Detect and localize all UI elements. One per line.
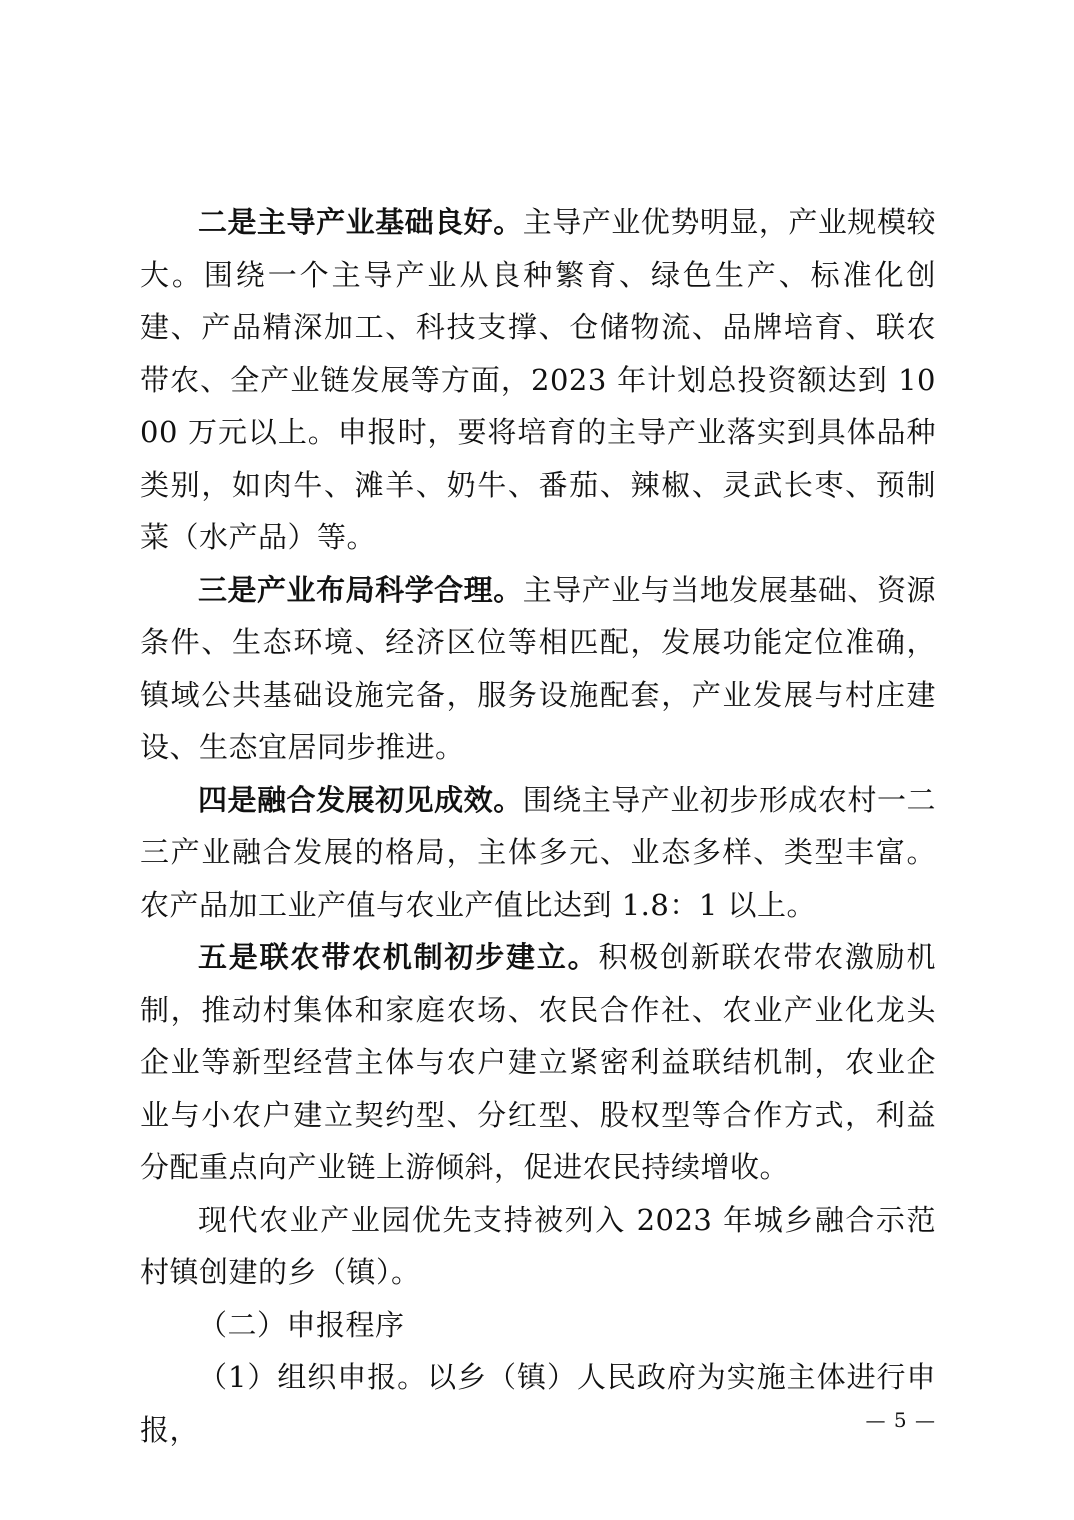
paragraph-lead: 二是主导产业基础良好。 bbox=[198, 205, 523, 239]
paragraph-text: 现代农业产业园优先支持被列入 2023 年城乡融合示范村镇创建的乡（镇）。 bbox=[140, 1202, 936, 1289]
document-body bbox=[140, 196, 936, 1456]
section-heading-application-procedure bbox=[140, 1299, 936, 1352]
paragraph-lead: 五是联农带农机制初步建立。 bbox=[198, 940, 599, 974]
paragraph-text: 积极创新联农带农激励机制，推动村集体和家庭农场、农民合作社、农业产业化龙头企业等新型经营主体与农户建立紧密利益联结机制，农业企业与小农户建立契约型、分红型、股权型等合作方式，利益分配重点向产业链上游倾斜，促进农民持续增收。 bbox=[140, 940, 936, 1184]
paragraph-text: 围绕主导产业初步形成农村一二三产业融合发展的格局，主体多元、业态多样、类型丰富。农产品加工业产值与农业产值比达到 1.8：1 以上。 bbox=[140, 782, 936, 922]
paragraph-lead: 四是融合发展初见成效。 bbox=[198, 782, 523, 817]
paragraph-integrated-development bbox=[140, 774, 936, 932]
paragraph-text: （1）组织申报。以乡（镇）人民政府为实施主体进行申报， bbox=[140, 1360, 936, 1447]
paragraph-main-industry bbox=[140, 196, 936, 564]
page-number: — 5 — bbox=[865, 1408, 936, 1432]
paragraph-priority-support bbox=[140, 1194, 936, 1299]
paragraph-lead: 三是产业布局科学合理。 bbox=[198, 572, 523, 607]
paragraph-text: 主导产业优势明显，产业规模较大。围绕一个主导产业从良种繁育、绿色生产、标准化创建、产品精深加工、科技支撑、仓储物流、品牌培育、联农带农、全产业链发展等方面，2023 年计划总投资额达到 1000 万元以上。申报时，要将培育的主导产业落实到具体品种类别，如肉牛、滩羊、奶牛、番茄、辣椒、灵武长枣、预制菜（水产品）等。 bbox=[140, 205, 936, 554]
section-heading-text: （二）申报程序 bbox=[198, 1307, 405, 1342]
paragraph-farmer-linkage bbox=[140, 931, 936, 1194]
paragraph-text: 主导产业与当地发展基础、资源条件、生态环境、经济区位等相匹配，发展功能定位准确，镇域公共基础设施完备，服务设施配套，产业发展与村庄建设、生态宜居同步推进。 bbox=[140, 572, 936, 764]
paragraph-industry-layout bbox=[140, 564, 936, 774]
paragraph-organize-application bbox=[140, 1351, 936, 1456]
